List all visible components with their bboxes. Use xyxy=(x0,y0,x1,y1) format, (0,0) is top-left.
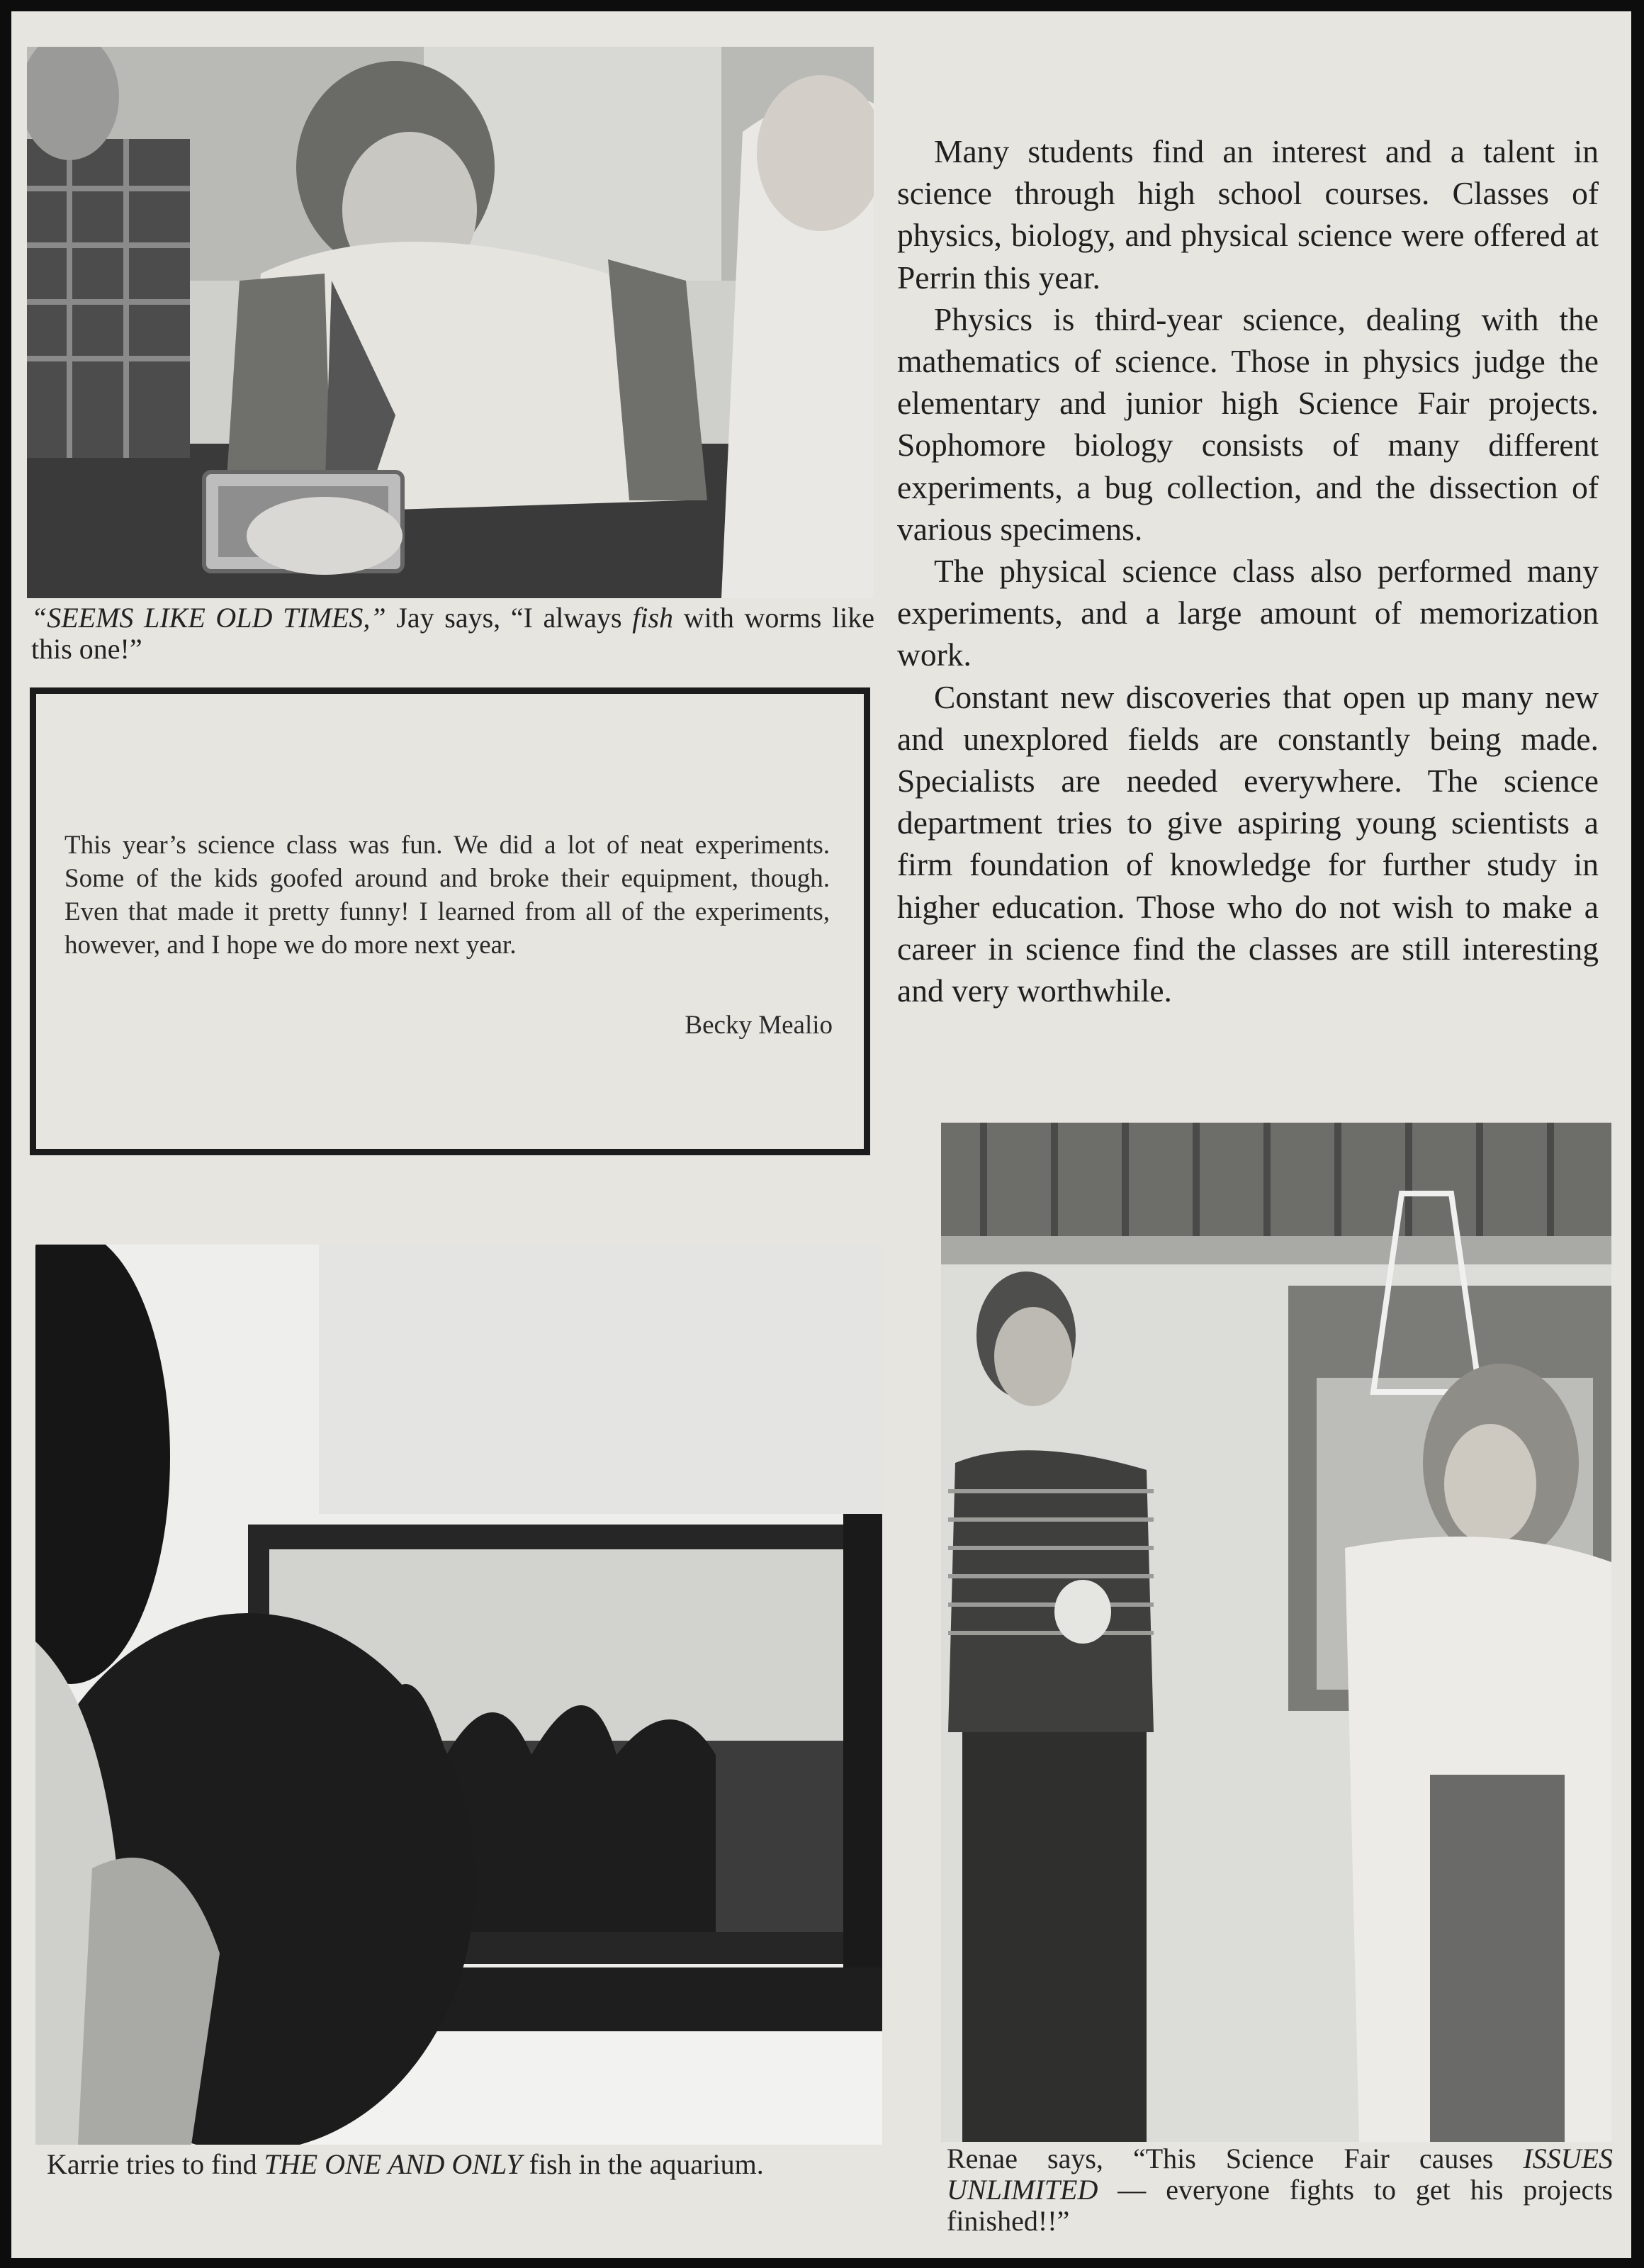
photo-dissection xyxy=(27,47,874,598)
caption-dissection-text-end: with worms like this one!” xyxy=(31,602,874,665)
caption-dissection-emphasis: fish xyxy=(632,602,674,634)
student-quote-box xyxy=(30,687,870,1155)
caption-fair-text: Renae says, “This Science Fair causes xyxy=(947,2143,1524,2174)
caption-fair-emphasis: ISSUES UNLIMITED xyxy=(947,2143,1613,2206)
caption-dissection-text: Jay says, “I always xyxy=(385,602,633,634)
article-paragraph: Physics is third-year science, dealing with the mathematics of science. Those in physics judge the elementary and junior high Science Fair projects. Sophomore biology consists of many different experiments, a bug collection, and the dissection of various specimens. xyxy=(897,301,1599,547)
article-paragraph: Constant new discoveries that open up many new and unexplored fields are constantly being made. Specialists are needed everywhere. The science department tries to give aspiring young scientists a firm foundation of knowledge for further study in higher education. Those who do not wish to make a career in science find the classes are still interesting and very worthwhile. xyxy=(897,678,1599,1009)
caption-fair-text-end: — everyone fights to get his projects finished!!” xyxy=(947,2174,1613,2237)
caption-science-fair xyxy=(947,2143,1613,2237)
student-quote-text: This year’s science class was fun. We did a lot of neat experiments. Some of the kids goofed around and broke their equipment, though. Even that made it pretty funny! I learned from all of the experiments, however, and I hope we do more next year. xyxy=(64,831,830,960)
photo-science-fair xyxy=(941,1123,1611,2142)
student-quote-signature: Becky Mealio xyxy=(685,1011,833,1040)
photo-aquarium xyxy=(35,1245,882,2145)
article-paragraph: The physical science class also performed many experiments, and a large amount of memorization work. xyxy=(897,553,1599,673)
yearbook-page xyxy=(11,11,1631,2258)
article-paragraph: Many students find an interest and a talent in science through high school courses. Classes of physics, biology, and physical science were offered at Perrin this year. xyxy=(897,133,1599,296)
caption-dissection-quote: “SEEMS LIKE OLD TIMES,” xyxy=(31,602,386,634)
caption-aquarium-emphasis: THE ONE AND ONLY xyxy=(264,2148,522,2180)
article-body xyxy=(897,130,1599,1011)
caption-aquarium xyxy=(47,2149,890,2180)
caption-aquarium-text: Karrie tries to find xyxy=(47,2148,264,2180)
caption-aquarium-text-end: fish in the aquarium. xyxy=(522,2148,764,2180)
caption-dissection xyxy=(31,602,874,665)
